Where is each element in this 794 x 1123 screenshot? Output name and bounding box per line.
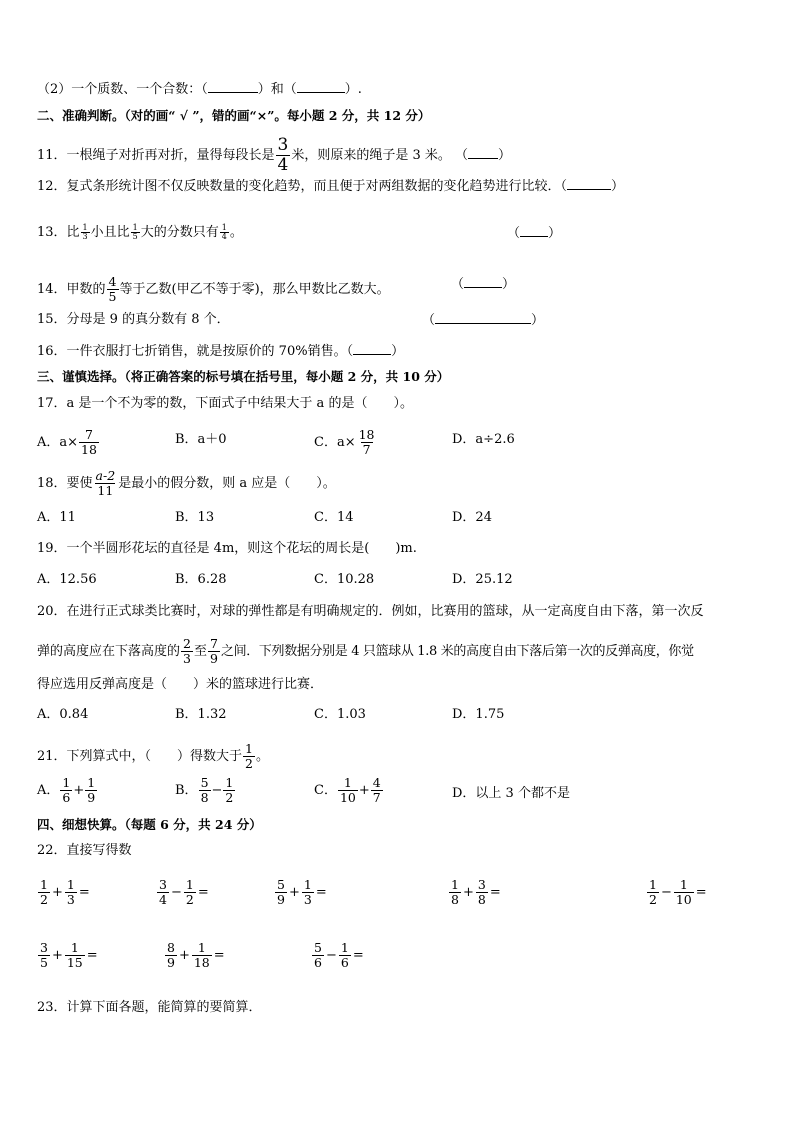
option-d[interactable]: D．以上 3 个都不是 — [452, 786, 570, 801]
question-11: 11．一根绳子对折再对折，量得每段长是 $\frac{3}{4}$ 米，则原来的绳子是 3 米。 （ ） — [37, 135, 512, 175]
option-b[interactable]: B．13 — [175, 510, 215, 525]
section-heading-judgment: 二、准确判断。（对的画“ √ ”，错的画“×”。每小题 2 分，共 12 分） — [37, 108, 431, 123]
option-b[interactable]: B．1.32 — [175, 707, 227, 722]
question-16: 16．一件衣服打七折销售，就是按原价的 70%销售。（ ） — [37, 344, 405, 359]
fraction: $\frac{1}{4}$ — [221, 223, 227, 241]
fraction: $\frac{1}{6}$ — [62, 775, 71, 805]
question-20-line-1: 20．在进行正式球类比赛时，对球的弹性都是有明确规定的．例如，比赛用的篮球，从一定高度自由下落，第一次反 — [37, 604, 704, 619]
question-12: 12．复式条形统计图不仅反映数量的变化趋势，而且便于对两组数据的变化趋势进行比较．（ ） — [37, 179, 625, 194]
option-c[interactable]: C．a× $\frac{18}{7}$ — [314, 427, 375, 457]
answer-paren-15: （ ） — [422, 313, 545, 328]
question-18: 18．要使 $\frac{a-2}{11}$ 是最小的假分数，则 a 应是（ ）。 — [37, 468, 336, 498]
answer-blank[interactable] — [208, 80, 258, 93]
fraction: $\frac{5}{8}$ — [200, 775, 209, 805]
fraction: $\frac{1}{2}$ — [40, 877, 48, 907]
fraction: $\frac{1}{2}$ — [245, 741, 253, 771]
answer-paren-13: （ ） — [507, 226, 562, 241]
fraction: $\frac{1}{15}$ — [66, 940, 83, 970]
fraction: $\frac{1}{2}$ — [225, 775, 234, 805]
question-21: 21．下列算式中，（ ）得数大于 $\frac{1}{2}$ 。 — [37, 741, 270, 771]
question-prime-composite: （2）一个质数、一个合数：（ ）和（ ）. — [37, 82, 362, 97]
fraction: $\frac{1}{3}$ — [66, 877, 75, 907]
question-19: 19．一个半圆形花坛的直径是 4m，则这个花坛的周长是( )m. — [37, 541, 417, 556]
answer-blank[interactable] — [297, 80, 345, 93]
fraction: $\frac{1}{9}$ — [87, 775, 96, 805]
option-a[interactable]: A．0.84 — [37, 707, 89, 722]
fraction: $\frac{7}{18}$ — [81, 427, 97, 457]
fraction: $\frac{7}{9}$ — [209, 636, 218, 666]
question-15: 15．分母是 9 的真分数有 8 个． — [37, 312, 230, 327]
fraction: $\frac{5}{9}$ — [277, 877, 285, 907]
option-c[interactable]: C．1.03 — [314, 707, 366, 722]
question-22: 22．直接写得数 — [37, 843, 132, 858]
answer-paren-14: （ ） — [451, 277, 516, 292]
fraction: $\frac{1}{6}$ — [340, 940, 349, 970]
fraction: $\frac{5}{6}$ — [314, 940, 322, 970]
fraction: $\frac{1}{5}$ — [132, 223, 138, 241]
calc-expression: $\frac{1}{2}$ + $\frac{1}{3}$ = — [40, 877, 90, 907]
fraction: $\frac{1}{3}$ — [82, 223, 88, 241]
fraction: $\frac{1}{3}$ — [303, 877, 312, 907]
section-heading-calculation: 四、细想快算。（每题 6 分，共 24 分） — [37, 817, 262, 832]
option-c[interactable]: C．10.28 — [314, 572, 375, 587]
option-c[interactable]: C． $\frac{1}{10}$ + $\frac{4}{7}$ — [314, 775, 381, 805]
fraction: $\frac{1}{10}$ — [675, 877, 692, 907]
answer-blank[interactable] — [567, 177, 611, 190]
fraction: $\frac{1}{18}$ — [193, 940, 210, 970]
fraction: $\frac{3}{8}$ — [477, 877, 486, 907]
option-a[interactable]: A．12.56 — [37, 572, 97, 587]
fraction: $\frac{3}{5}$ — [40, 940, 48, 970]
fraction: $\frac{18}{7}$ — [358, 427, 375, 457]
fraction: $\frac{1}{2}$ — [649, 877, 657, 907]
answer-blank[interactable] — [464, 275, 502, 288]
option-a[interactable]: A．a× $\frac{7}{18}$ — [37, 427, 97, 457]
fraction: $\frac{1}{10}$ — [339, 775, 356, 805]
fraction: $\frac{4}{7}$ — [372, 775, 381, 805]
fraction: $\frac{3}{4}$ — [159, 877, 167, 907]
fraction: $\frac{4}{5}$ — [108, 274, 117, 304]
calc-expression: $\frac{3}{4}$ − $\frac{1}{2}$ = — [159, 877, 209, 907]
question-23: 23．计算下面各题，能简算的要简算． — [37, 1000, 262, 1015]
calc-expression: $\frac{8}{9}$ + $\frac{1}{18}$ = — [167, 940, 225, 970]
fraction: $\frac{1}{8}$ — [451, 877, 459, 907]
calc-expression: $\frac{1}{8}$ + $\frac{3}{8}$ = — [451, 877, 501, 907]
calc-expression: $\frac{5}{6}$ − $\frac{1}{6}$ = — [314, 940, 364, 970]
option-d[interactable]: D．24 — [452, 510, 492, 525]
question-20-line-3: 得应选用反弹高度是（ ）米的篮球进行比赛． — [37, 677, 324, 692]
calc-expression: $\frac{1}{2}$ − $\frac{1}{10}$ = — [649, 877, 707, 907]
option-b[interactable]: B．a＋0 — [175, 432, 227, 447]
fraction: $\frac{8}{9}$ — [167, 940, 175, 970]
option-d[interactable]: D．1.75 — [452, 707, 505, 722]
section-heading-choice: 三、谨慎选择。（将正确答案的标号填在括号里，每小题 2 分，共 10 分） — [37, 369, 450, 384]
question-20-line-2: 弹的高度应在下落高度的 $\frac{2}{3}$ 至 $\frac{7}{9}$ 之间．下列数据分别是 4 只篮球从 1.8 米的高度自由下落后第一次的反弹高度，你觉 — [37, 636, 694, 666]
option-b[interactable]: B．6.28 — [175, 572, 227, 587]
calc-expression: $\frac{5}{9}$ + $\frac{1}{3}$ = — [277, 877, 327, 907]
question-17: 17．a 是一个不为零的数，下面式子中结果大于 a 的是（ ）。 — [37, 396, 413, 411]
option-d[interactable]: D．a÷2.6 — [452, 432, 515, 447]
option-b[interactable]: B． $\frac{5}{8}$ − $\frac{1}{2}$ — [175, 775, 234, 805]
option-d[interactable]: D．25.12 — [452, 572, 513, 587]
answer-blank[interactable] — [435, 311, 531, 324]
fraction: $\frac{2}{3}$ — [183, 636, 191, 666]
calc-expression: $\frac{3}{5}$ + $\frac{1}{15}$ = — [40, 940, 98, 970]
answer-blank[interactable] — [468, 146, 498, 159]
fraction: $\frac{a-2}{11}$ — [95, 468, 116, 498]
fraction: $\frac{3}{4}$ — [277, 135, 289, 175]
option-a[interactable]: A． $\frac{1}{6}$ + $\frac{1}{9}$ — [37, 775, 96, 805]
question-13: 13．比 $\frac{1}{3}$ 小且比 $\frac{1}{5}$ 大的分数只有 $\frac{1}{4}$ 。 — [37, 223, 243, 241]
answer-blank[interactable] — [520, 224, 548, 237]
option-c[interactable]: C．14 — [314, 510, 354, 525]
question-14: 14．甲数的 $\frac{4}{5}$ 等于乙数(甲乙不等于零)，那么甲数比乙数大。 — [37, 274, 390, 304]
answer-blank[interactable] — [353, 342, 391, 355]
fraction: $\frac{1}{2}$ — [185, 877, 194, 907]
option-a[interactable]: A．11 — [37, 510, 76, 525]
